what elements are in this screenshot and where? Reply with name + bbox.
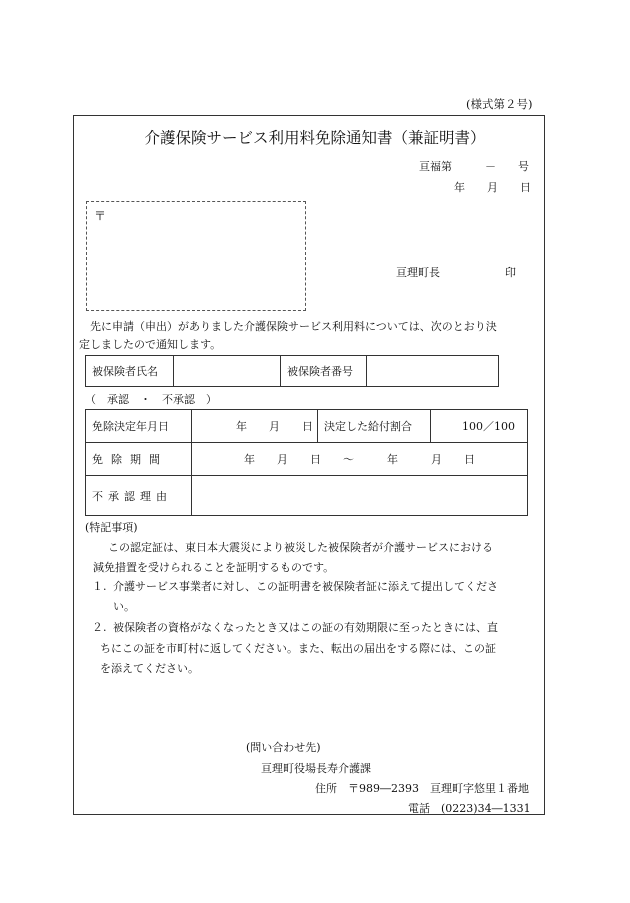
notes-item1-line1: 介護サービス事業者に対し、この証明書を被保険者証に添えて提出してくださ bbox=[113, 580, 498, 593]
benefit-ratio-value: 100／100 bbox=[431, 410, 528, 443]
decision-date-label: 免除決定年月日 bbox=[86, 410, 192, 443]
decision-date-row bbox=[86, 410, 528, 443]
rejection-reason-value bbox=[192, 476, 528, 516]
notes-item2-number: ２. bbox=[92, 621, 107, 634]
insured-row bbox=[86, 356, 499, 387]
contact-phone: 電話 (0223)34―1331 bbox=[408, 802, 531, 815]
benefit-ratio-label: 決定した給付割合 bbox=[318, 410, 431, 443]
notes-item2-line1: 被保険者の資格がなくなったとき又はこの証の有効期限に至ったときには、直 bbox=[113, 621, 498, 634]
decision-date-value: 年 月 日 bbox=[192, 410, 318, 443]
rejection-reason-row bbox=[86, 476, 528, 516]
insured-name-label: 被保険者氏名 bbox=[86, 356, 174, 387]
notes-para-line2: 減免措置を受けられることを証明するものです。 bbox=[93, 561, 335, 574]
contact-address: 住所 〒989―2393 亘理町字悠里１番地 bbox=[315, 782, 529, 795]
insured-number-label: 被保険者番号 bbox=[281, 356, 367, 387]
postal-mark: 〒 bbox=[94, 209, 107, 223]
notes-item2-line3: を添えてください。 bbox=[100, 662, 199, 675]
form-number: (様式第２号) bbox=[466, 97, 533, 111]
contact-heading: (問い合わせ先) bbox=[246, 741, 321, 754]
exemption-period-value: 年 月 日 ～ 年 月 日 bbox=[192, 443, 528, 476]
notes-item1-line2: い。 bbox=[113, 600, 135, 613]
insured-name-value bbox=[174, 356, 281, 387]
exemption-period-row bbox=[86, 443, 528, 476]
decision-table bbox=[85, 409, 528, 516]
approval-status: （ 承認 ・ 不承認 ） bbox=[85, 393, 217, 406]
rejection-reason-label: 不承認理由 bbox=[86, 476, 192, 516]
exemption-period-label: 免除期間 bbox=[86, 443, 192, 476]
notes-para-line1: この認定証は、東日本大震災により被災した被保険者が介護サービスにおける bbox=[108, 541, 493, 554]
document-title: 介護保険サービス利用料免除通知書（兼証明書） bbox=[144, 129, 486, 147]
seal-mark: 印 bbox=[505, 266, 516, 279]
issuer-name: 亘理町長 bbox=[396, 266, 440, 279]
address-window bbox=[86, 201, 306, 311]
insured-table bbox=[85, 355, 499, 387]
notes-item1-number: １. bbox=[92, 580, 107, 593]
document-number: 亘福第 － 号 bbox=[419, 160, 529, 173]
insured-number-value bbox=[367, 356, 499, 387]
intro-text-line1: 先に申請（申出）がありました介護保険サービス利用料については、次のとおり決 bbox=[90, 320, 497, 333]
document-date: 年 月 日 bbox=[454, 181, 531, 194]
contact-department: 亘理町役場長寿介護課 bbox=[261, 762, 371, 775]
notes-heading: (特記事項) bbox=[85, 521, 138, 534]
notes-item2-line2: ちにこの証を市町村に返してください。また、転出の届出をする際には、この証 bbox=[100, 642, 496, 655]
intro-text-line2: 定しましたので通知します。 bbox=[79, 338, 222, 351]
